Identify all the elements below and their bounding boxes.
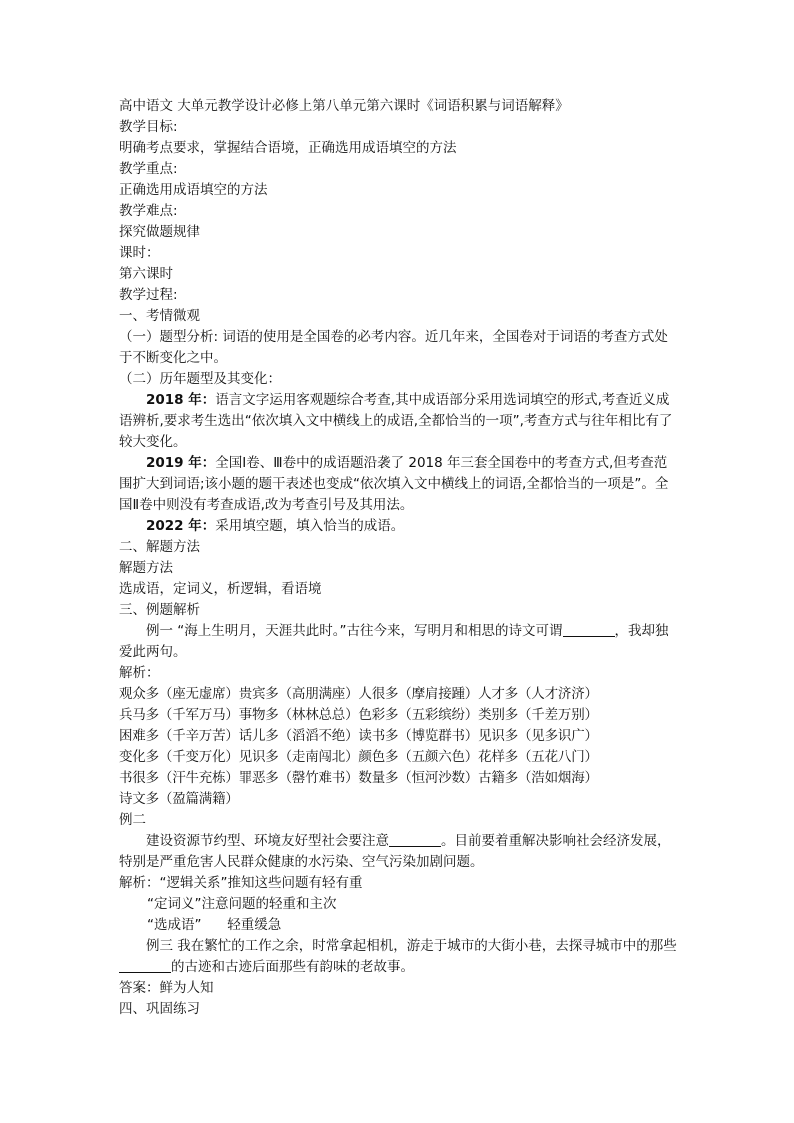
difficulty-label: 教学难点: <box>119 203 178 219</box>
example-3-text-b: 的古迹和古迹后面那些有韵味的老故事。 <box>171 959 414 975</box>
idiom-line: 诗文多（盈篇满籍） <box>119 791 239 807</box>
year-2018-paragraph <box>119 390 679 453</box>
difficulty-text: 探究做题规律 <box>119 224 200 240</box>
example-3-paragraph <box>119 936 679 978</box>
example-2-analysis-2: “定词义”注意问题的轻重和主次 <box>147 896 337 912</box>
idiom-line: 观众多（座无虚席）贵宾多（高朋满座）人很多（摩肩接踵）人才多（人才济济） <box>119 686 598 702</box>
example-2-analysis-1: 解析：“逻辑关系”推知这些问题有轻有重 <box>119 875 363 891</box>
section-4-heading: 四、巩固练习 <box>119 1001 200 1017</box>
section-1-paragraph-2: （二）历年题型及其变化： <box>119 371 281 387</box>
example-1-blank <box>563 622 615 637</box>
year-2019-label: 2019 年： <box>146 455 216 471</box>
example-1-text-a: 例一 “海上生明月，天涯共此时。”古往今来，写明月和相思的诗文可谓 <box>146 623 563 639</box>
process-label: 教学过程: <box>119 287 178 303</box>
answer-text: 答案：鲜为人知 <box>119 980 214 996</box>
section-3-heading: 三、例题解析 <box>119 602 200 618</box>
year-2018-label: 2018 年： <box>146 392 216 408</box>
year-2018-text: 语言文字运用客观题综合考查,其中成语部分采用选词填空的形式,考查近义成语辨析,要求考生选出“依次填入文中横线上的成语,全都恰当的一项”,考查方式与往年相比有了较大变化。 <box>119 392 673 450</box>
example-1-paragraph <box>119 621 679 663</box>
example-3-text-a: 例三 我在繁忙的工作之余，时常拿起相机，游走于城市的大街小巷，去探寻城市中的那些 <box>146 938 677 954</box>
key-label: 教学重点: <box>119 161 178 177</box>
period-label: 课时： <box>119 245 160 261</box>
period-text: 第六课时 <box>119 266 173 282</box>
example-2-analysis-3: “选成语” 轻重缓急 <box>147 917 282 933</box>
example-2-paragraph <box>119 831 679 873</box>
idiom-line: 变化多（千变万化）见识多（走南闯北）颜色多（五颜六色）花样多（五花八门） <box>119 749 598 765</box>
year-2019-text: 全国Ⅰ卷、Ⅲ卷中的成语题沿袭了 2018 年三套全国卷中的考查方式,但考查范围扩大到词语;该小题的题干表述也变成“依次填入文中横线上的词语,全都恰当的一项是”。全国Ⅱ卷中则没有考查成语,改为考查引号及其用法。 <box>119 455 669 513</box>
idiom-line: 兵马多（千军万马）事物多（林林总总）色彩多（五彩缤纷）类别多（千差万别） <box>119 707 598 723</box>
year-2022-text: 采用填空题，填入恰当的成语。 <box>215 518 405 534</box>
idiom-line: 书很多（汗牛充栋）罪恶多（罄竹难书）数量多（恒河沙数）古籍多（浩如烟海） <box>119 770 598 786</box>
analysis-label: 解析： <box>119 665 160 681</box>
example-2-label: 例二 <box>119 812 146 828</box>
document-title: 高中语文 大单元教学设计必修上第八单元第六课时《词语积累与词语解释》 <box>119 98 569 114</box>
year-2022-paragraph <box>119 516 679 537</box>
objective-text: 明确考点要求，掌握结合语境，正确选用成语填空的方法 <box>119 140 457 156</box>
section-1-paragraph-1: （一）题型分析: 词语的使用是全国卷的必考内容。近几年来，全国卷对于词语的考查方式处于不断变化之中。 <box>119 329 668 366</box>
idiom-line: 困难多（千辛万苦）话儿多（滔滔不绝）读书多（博览群书）见识多（见多识广） <box>119 728 598 744</box>
objective-label: 教学目标: <box>119 119 178 135</box>
example-2-text-b: 。目前要着重解决影响社会经济发展，特别是严重危害人民群众健康的水污染、空气污染加剧问题。 <box>119 833 671 870</box>
section-2-heading: 二、解题方法 <box>119 539 200 555</box>
section-2-subheading: 解题方法 <box>119 560 173 576</box>
example-1-text-b: ，我却独爱此两句。 <box>119 623 669 660</box>
key-text: 正确选用成语填空的方法 <box>119 182 268 198</box>
year-2022-label: 2022 年： <box>146 518 216 534</box>
example-2-text-a: 建设资源节约型、环境友好型社会要注意 <box>146 833 389 849</box>
year-2019-paragraph <box>119 453 679 516</box>
example-3-blank <box>119 958 171 973</box>
example-2-blank <box>389 832 441 847</box>
section-1-heading: 一、考情微观 <box>119 308 200 324</box>
section-2-text: 选成语，定词义，析逻辑，看语境 <box>119 581 322 597</box>
document-body <box>119 96 679 1020</box>
